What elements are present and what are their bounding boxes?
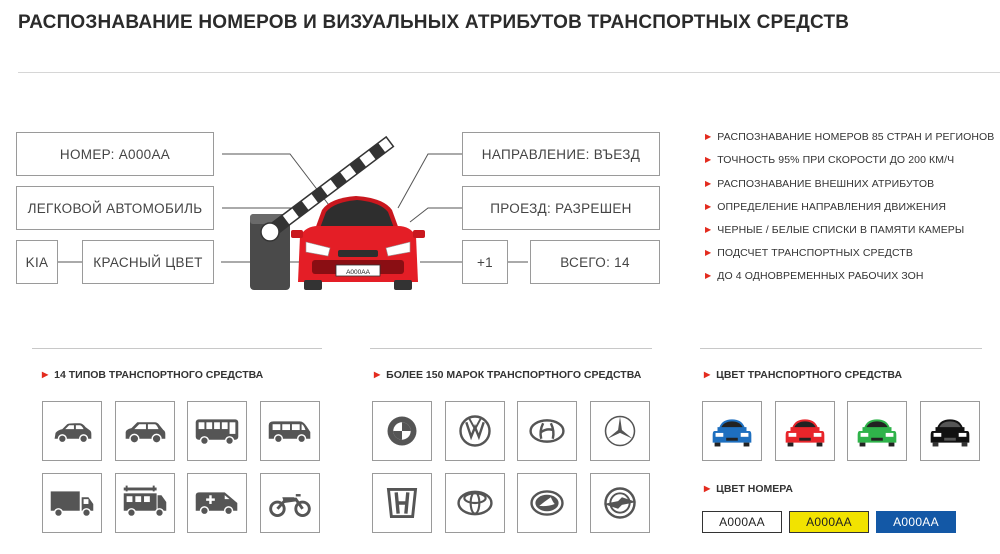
plate-white: А000АА (702, 511, 782, 533)
section-divider (370, 348, 652, 349)
feature-item: ▶ ПОДСЧЕТ ТРАНСПОРТНЫХ СРЕДСТВ (705, 247, 913, 259)
hyundai-logo-icon (517, 401, 577, 461)
fire-truck-icon (115, 473, 175, 533)
vehicle-class-label: ЛЕГКОВОЙ АВТОМОБИЛЬ (16, 186, 214, 230)
car-plate-text: А000АА (346, 269, 370, 276)
feature-item: ▶ РАСПОЗНАВАНИЕ ВНЕШНИХ АТРИБУТОВ (705, 178, 935, 190)
bullet-icon: ▶ (704, 484, 711, 493)
suv-icon (115, 401, 175, 461)
honda-logo-icon (372, 473, 432, 533)
truck-icon (42, 473, 102, 533)
direction-label: НАПРАВЛЕНИЕ: ВЪЕЗД (462, 132, 660, 176)
red-car-icon (291, 196, 425, 290)
plate-blue: А000АА (876, 511, 956, 533)
color-blue-car-icon (702, 401, 762, 461)
ambulance-icon (187, 473, 247, 533)
volkswagen-logo-icon (445, 401, 505, 461)
bus-icon (187, 401, 247, 461)
feature-item: ▶ РАСПОЗНАВАНИЕ НОМЕРОВ 85 СТРАН И РЕГИОНОВ (705, 131, 995, 143)
feature-item: ▶ ЧЕРНЫЕ / БЕЛЫЕ СПИСКИ В ПАМЯТИ КАМЕРЫ (705, 224, 965, 236)
section-divider (32, 348, 322, 349)
total-label: ВСЕГО: 14 (530, 240, 660, 284)
types-heading: ▶ 14 ТИПОВ ТРАНСПОРТНОГО СРЕДСТВА (42, 369, 264, 381)
color-red-car-icon (775, 401, 835, 461)
toyota-logo-icon (445, 473, 505, 533)
minivan-icon (260, 401, 320, 461)
passage-label: ПРОЕЗД: РАЗРЕШЕН (462, 186, 660, 230)
lada-logo-icon (517, 473, 577, 533)
bullet-icon: ▶ (705, 271, 712, 280)
bullet-icon: ▶ (705, 248, 712, 257)
feature-item: ▶ ТОЧНОСТЬ 95% ПРИ СКОРОСТИ ДО 200 КМ/Ч (705, 154, 955, 166)
color-green-car-icon (847, 401, 907, 461)
vehicle-color-heading: ▶ ЦВЕТ ТРАНСПОРТНОГО СРЕДСТВА (704, 369, 903, 381)
section-divider (700, 348, 982, 349)
bullet-icon: ▶ (705, 132, 712, 141)
sedan-icon (42, 401, 102, 461)
feature-item: ▶ ОПРЕДЕЛЕНИЕ НАПРАВЛЕНИЯ ДВИЖЕНИЯ (705, 201, 947, 213)
page-title: РАСПОЗНАВАНИЕ НОМЕРОВ И ВИЗУАЛЬНЫХ АТРИБУТОВ ТРАНСПОРТНЫХ СРЕДСТВ (18, 12, 850, 33)
brand-label: KIA (16, 240, 58, 284)
motorcycle-icon (260, 473, 320, 533)
opel-logo-icon (590, 473, 650, 533)
bullet-icon: ▶ (704, 370, 711, 379)
plate-color-heading: ▶ ЦВЕТ НОМЕРА (704, 483, 793, 495)
bullet-icon: ▶ (705, 225, 712, 234)
bullet-icon: ▶ (705, 179, 712, 188)
bullet-icon: ▶ (42, 370, 49, 379)
number-label: НОМЕР: А000АА (16, 132, 214, 176)
color-label: КРАСНЫЙ ЦВЕТ (82, 240, 214, 284)
bullet-icon: ▶ (705, 155, 712, 164)
bmw-logo-icon (372, 401, 432, 461)
bullet-icon: ▶ (374, 370, 381, 379)
increment-label: +1 (462, 240, 508, 284)
color-black-car-icon (920, 401, 980, 461)
mercedes-logo-icon (590, 401, 650, 461)
brands-heading: ▶ БОЛЕЕ 150 МАРОК ТРАНСПОРТНОГО СРЕДСТВА (374, 369, 642, 381)
plate-yellow: А000АА (789, 511, 869, 533)
feature-item: ▶ ДО 4 ОДНОВРЕМЕННЫХ РАБОЧИХ ЗОН (705, 270, 924, 282)
bullet-icon: ▶ (705, 202, 712, 211)
